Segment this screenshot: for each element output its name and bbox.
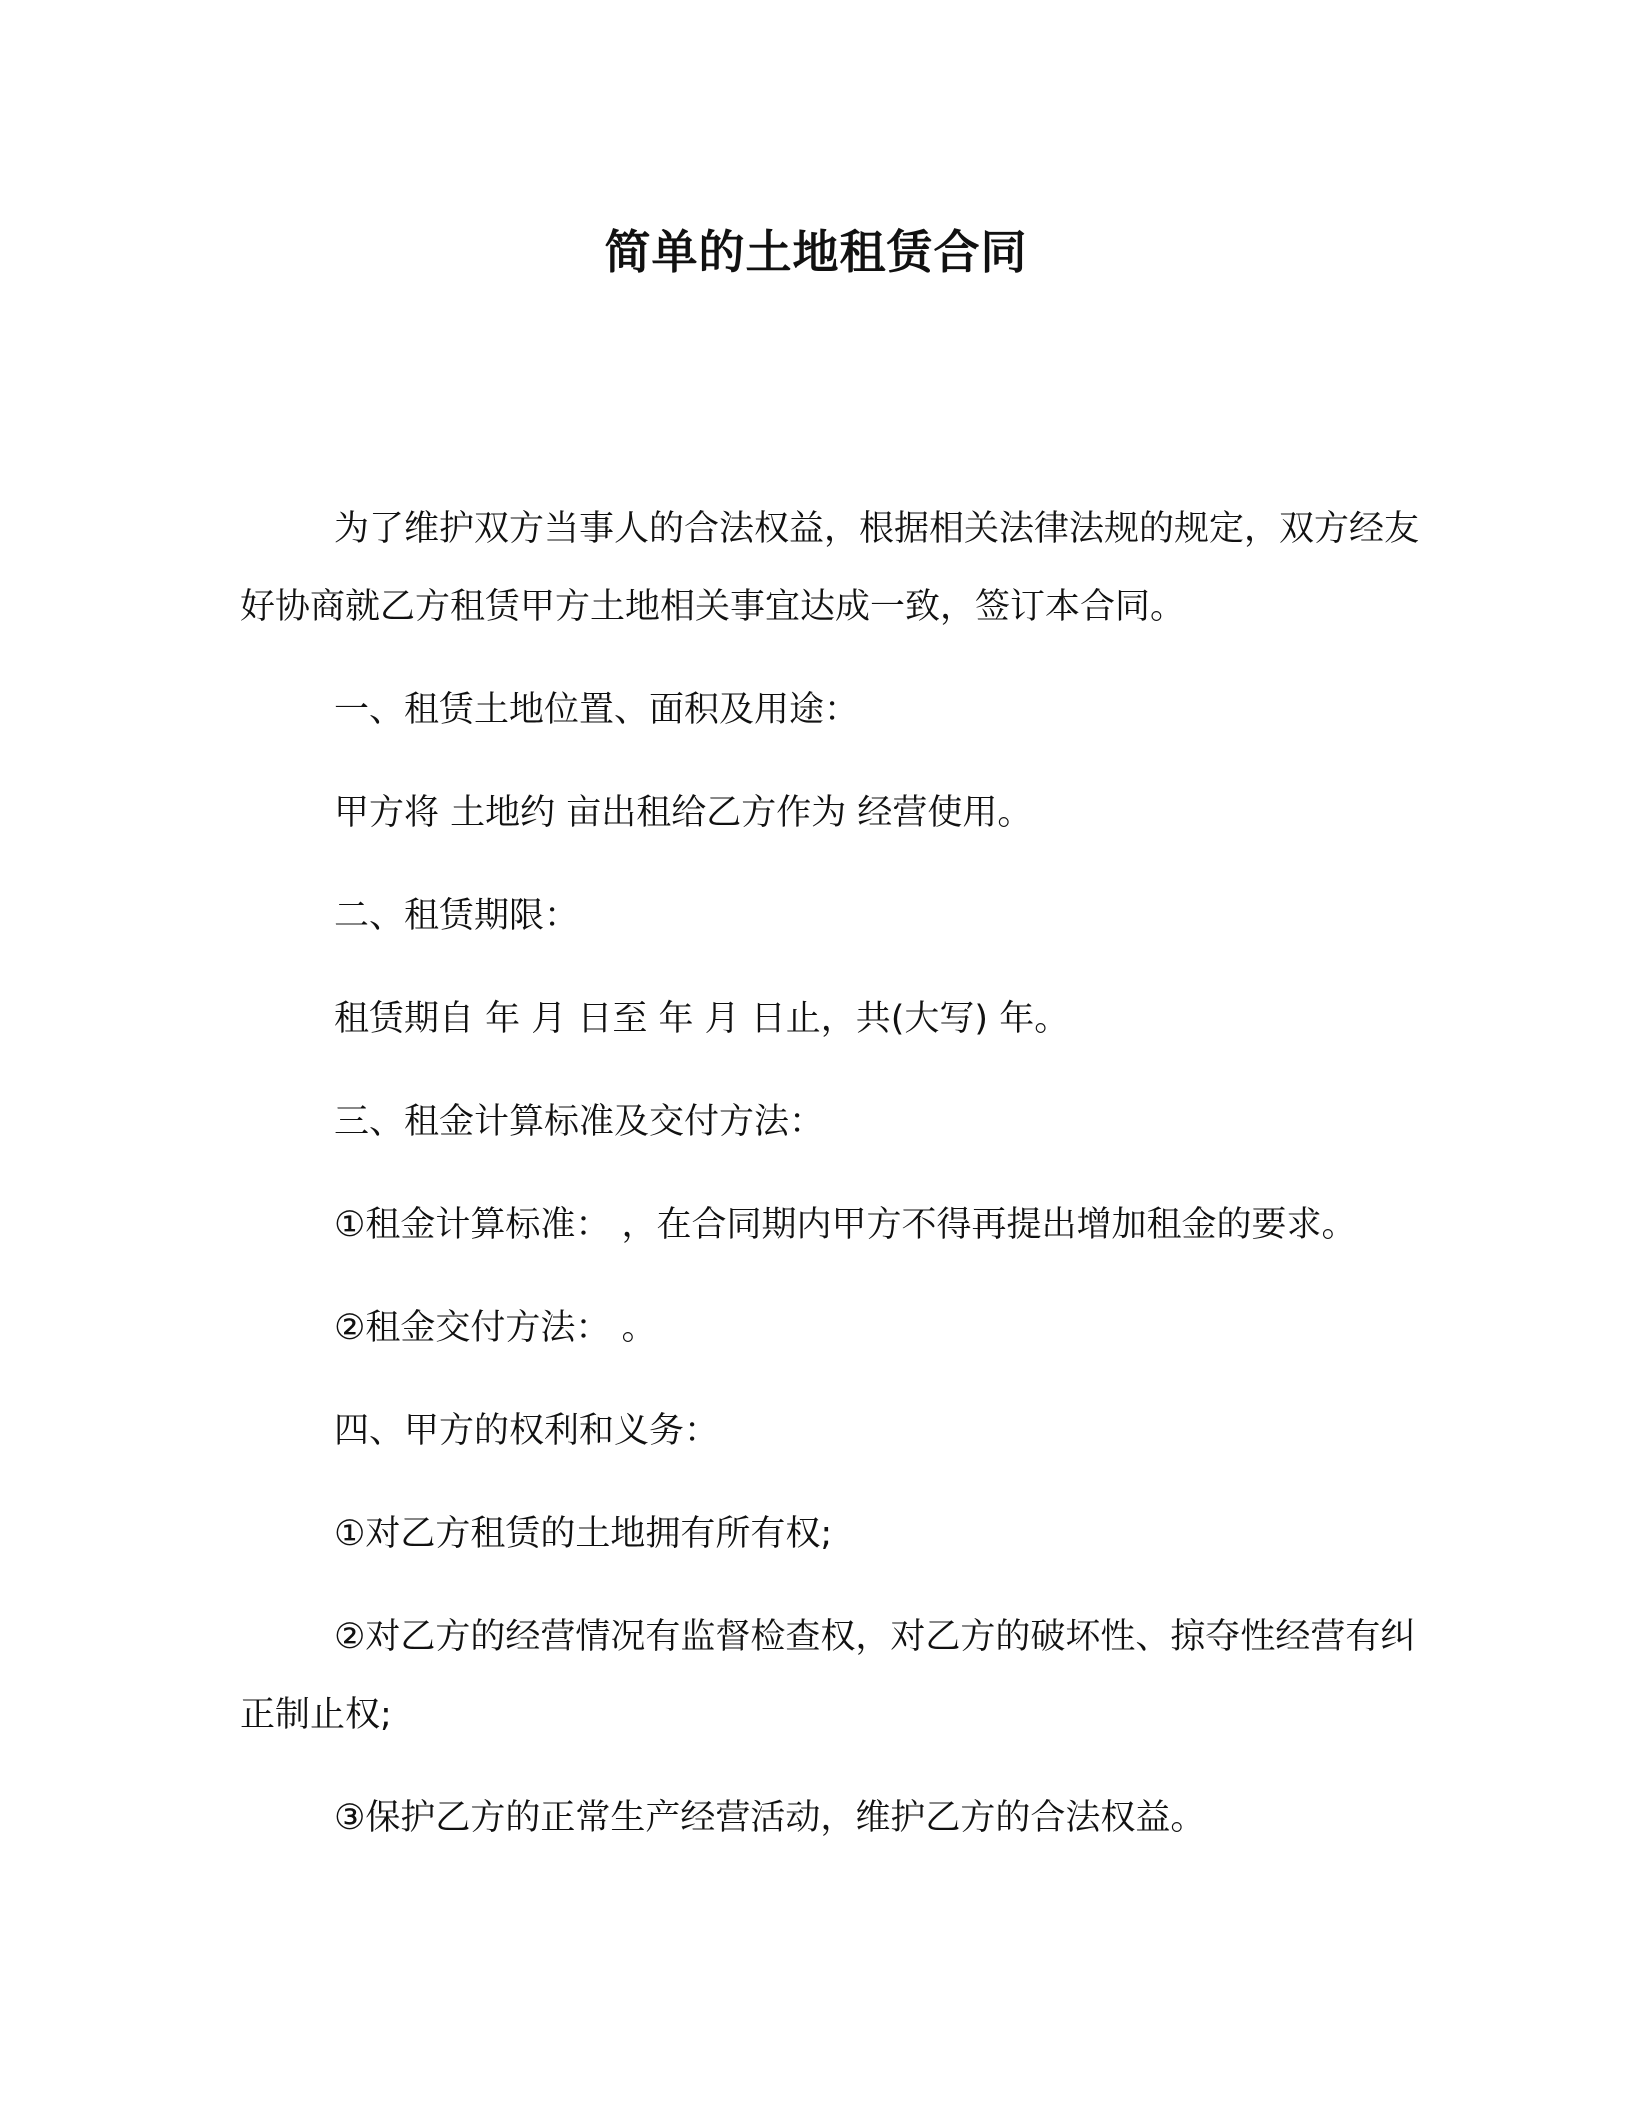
section-heading-1: 一、租赁土地位置、面积及用途： — [334, 690, 860, 730]
paragraph-lease-term: 租赁期自 年 月 日至 年 月 日止，共(大写) 年。 — [334, 999, 1070, 1039]
paragraph-rent-standard: ①租金计算标准： ，在合同期内甲方不得再提出增加租金的要求。 — [334, 1205, 1357, 1245]
paragraph-party-a-right-2: ②对乙方的经营情况有监督检查权，对乙方的破坏性、掠夺性经营有纠正制止权; — [240, 1617, 1416, 1735]
paragraph-intro: 为了维护双方当事人的合法权益，根据相关法律法规的规定，双方经友好协商就乙方租赁甲方土地相关事宜达成一致，签订本合同。 — [240, 509, 1420, 627]
paragraph-party-a-right-1: ①对乙方租赁的土地拥有所有权; — [334, 1514, 833, 1554]
section-heading-2: 二、租赁期限： — [334, 896, 580, 936]
paragraph-party-a-right-3: ③保护乙方的正常生产经营活动，维护乙方的合法权益。 — [334, 1798, 1206, 1838]
document-body — [240, 490, 1420, 1882]
section-heading-3: 三、租金计算标准及交付方法： — [334, 1102, 825, 1142]
document-title: 简单的土地租赁合同 — [604, 225, 1028, 279]
section-heading-4: 四、甲方的权利和义务： — [334, 1411, 720, 1451]
paragraph-rent-payment: ②租金交付方法： 。 — [334, 1308, 657, 1348]
paragraph-land-usage: 甲方将 土地约 亩出租给乙方作为 经营使用。 — [334, 793, 1033, 833]
